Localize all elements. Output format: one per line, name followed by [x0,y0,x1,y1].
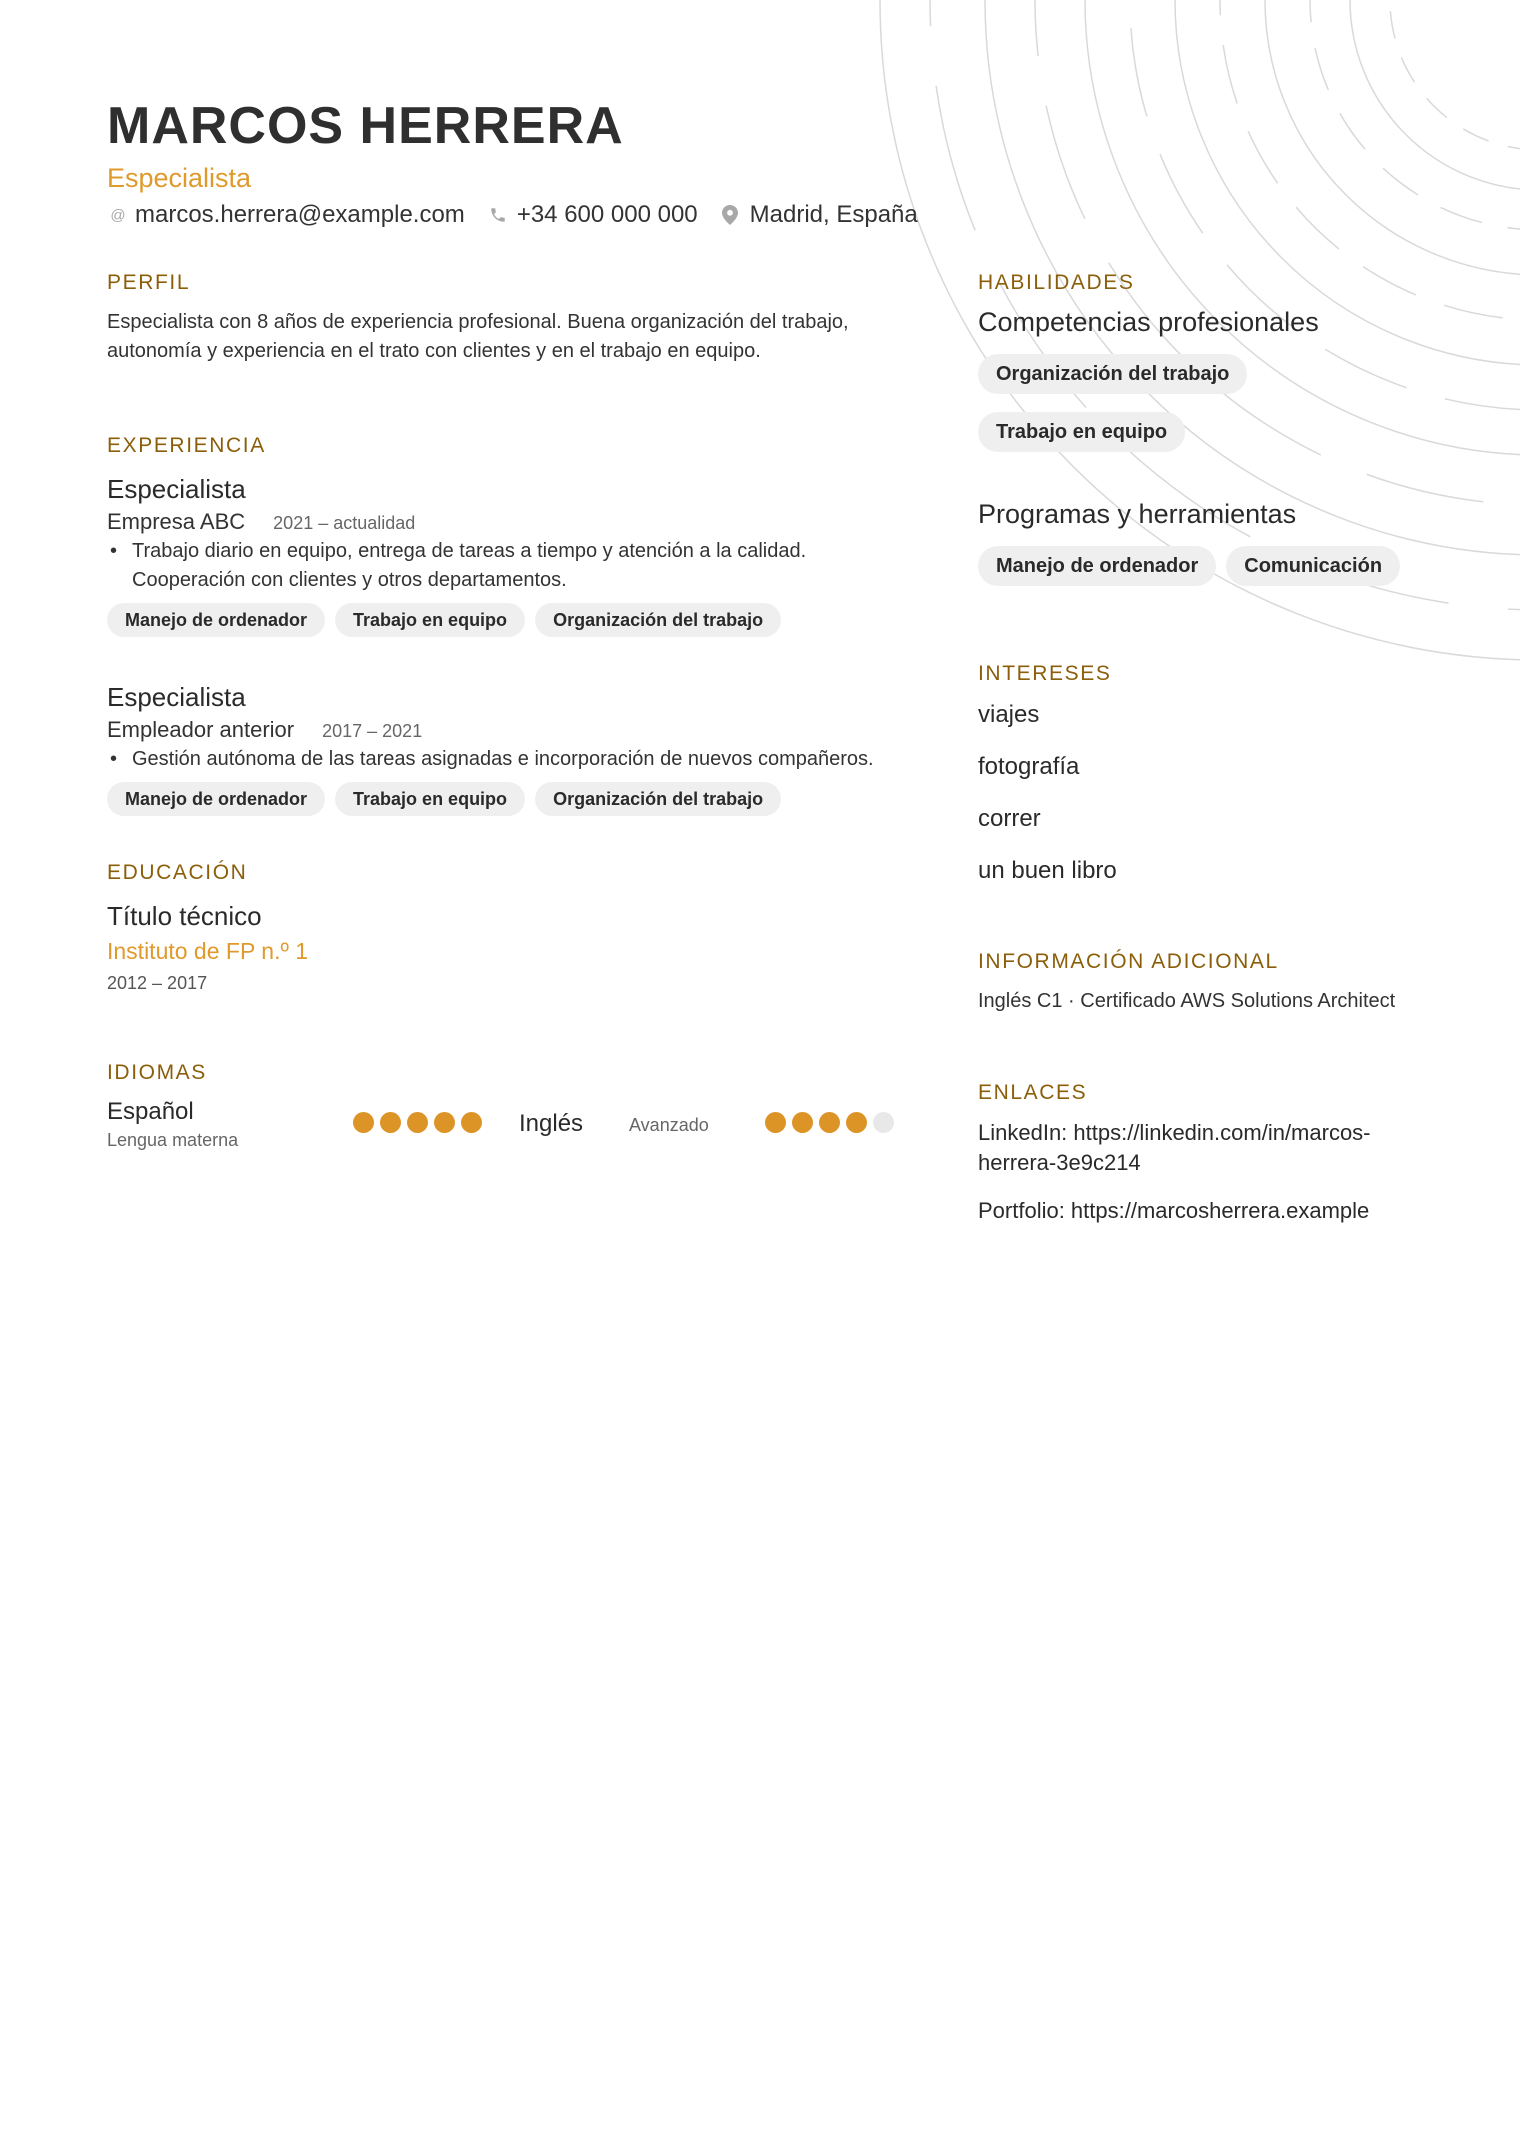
interest-item: correr [978,805,1041,832]
job-entry [107,471,907,637]
job-title: Especialista [107,682,246,712]
job-meta [107,715,907,745]
level-dot-empty [873,1112,894,1133]
section-title: HABILIDADES [978,271,1135,294]
language-dots [765,1112,900,1133]
section-title: IDIOMAS [107,1061,207,1084]
skill-chip: Trabajo en equipo [978,412,1185,452]
profile-text: Especialista con 8 años de experiencia profesional. Buena organización del trabajo, autonomía y experiencia en el trato con clientes y en el trabajo en equipo. [107,311,849,362]
section-educacion [107,858,907,998]
section-idiomas [107,1058,907,1162]
phone-icon [489,206,511,224]
languages-row [107,1098,907,1162]
job-bullet: • Trabajo diario en equipo, entrega de tareas a tiempo y atención a la calidad. Cooperación con clientes y otros departamentos. [107,537,907,595]
skill-chip: Manejo de ordenador [978,546,1216,586]
contact-location [722,201,918,229]
section-experiencia [107,431,907,816]
language-dots [353,1112,488,1133]
skill-group-title: Programas y herramientas [978,499,1297,529]
level-dot-filled [407,1112,428,1133]
tag-chip: Manejo de ordenador [107,782,325,816]
language-level-text: Lengua materna [107,1130,239,1150]
at-icon: @ [110,206,126,224]
tag-chip: Organización del trabajo [535,782,781,816]
candidate-name: MARCOS HERRERA [107,97,624,155]
section-perfil [107,268,907,366]
contact-email[interactable] [107,201,465,229]
job-tags [107,603,907,637]
skill-chip: Organización del trabajo [978,354,1247,394]
job-tags [107,782,907,816]
level-dot-filled [461,1112,482,1133]
job-company: Empleador anterior [107,717,295,742]
section-adicional [978,947,1398,1016]
link-portfolio[interactable]: Portfolio: https://marcosherrera.example [978,1198,1370,1223]
edu-degree: Título técnico [107,901,262,931]
interest-item: viajes [978,701,1040,728]
language-name: Español [107,1098,194,1125]
interest-item: fotografía [978,753,1080,780]
edu-dates: 2012 – 2017 [107,973,208,993]
phone-text: +34 600 000 000 [516,201,698,228]
additional-info-text: Inglés C1 · Certificado AWS Solutions Architect [978,990,1396,1012]
job-meta [107,507,907,537]
section-title: INTERESES [978,662,1112,685]
job-dates: 2017 – 2021 [322,721,423,741]
tag-chip: Manejo de ordenador [107,603,325,637]
section-habilidades [978,268,1398,604]
tag-chip: Organización del trabajo [535,603,781,637]
level-dot-filled [380,1112,401,1133]
candidate-role: Especialista [107,163,252,193]
level-dot-filled [434,1112,455,1133]
language-level-text: Avanzado [629,1115,709,1135]
contact-bar [107,198,918,232]
map-pin-icon [722,205,744,225]
job-entry [107,679,907,816]
section-title: PERFIL [107,271,191,294]
section-enlaces [978,1078,1398,1226]
edu-school: Instituto de FP n.º 1 [107,938,309,964]
tag-chip: Trabajo en equipo [335,603,525,637]
skill-group-title: Competencias profesionales [978,307,1319,337]
section-title: EDUCACIÓN [107,861,248,884]
section-intereses [978,659,1398,897]
job-title: Especialista [107,474,246,504]
tag-chip: Trabajo en equipo [335,782,525,816]
level-dot-filled [792,1112,813,1133]
interest-item: un buen libro [978,857,1117,884]
email-text: marcos.herrera@example.com [135,201,465,228]
level-dot-filled [846,1112,867,1133]
section-title: EXPERIENCIA [107,434,266,457]
contact-phone[interactable] [489,201,698,229]
sidebar-column [978,268,1398,1244]
level-dot-filled [765,1112,786,1133]
location-text: Madrid, España [749,201,918,228]
job-dates: 2021 – actualidad [273,513,416,533]
skill-chips [978,354,1398,470]
job-bullet: • Gestión autónoma de las tareas asignadas e incorporación de nuevos compañeros. [107,745,907,774]
job-company: Empresa ABC [107,509,246,534]
skill-chip: Comunicación [1226,546,1400,586]
level-dot-filled [353,1112,374,1133]
level-dot-filled [819,1112,840,1133]
language-name: Inglés [519,1110,584,1137]
section-title: ENLACES [978,1081,1088,1104]
section-title: INFORMACIÓN ADICIONAL [978,950,1279,973]
link-linkedin[interactable]: LinkedIn: https://linkedin.com/in/marcos-herrera-3e9c214 [978,1120,1371,1175]
main-column [107,268,907,1162]
skill-chips [978,546,1398,604]
